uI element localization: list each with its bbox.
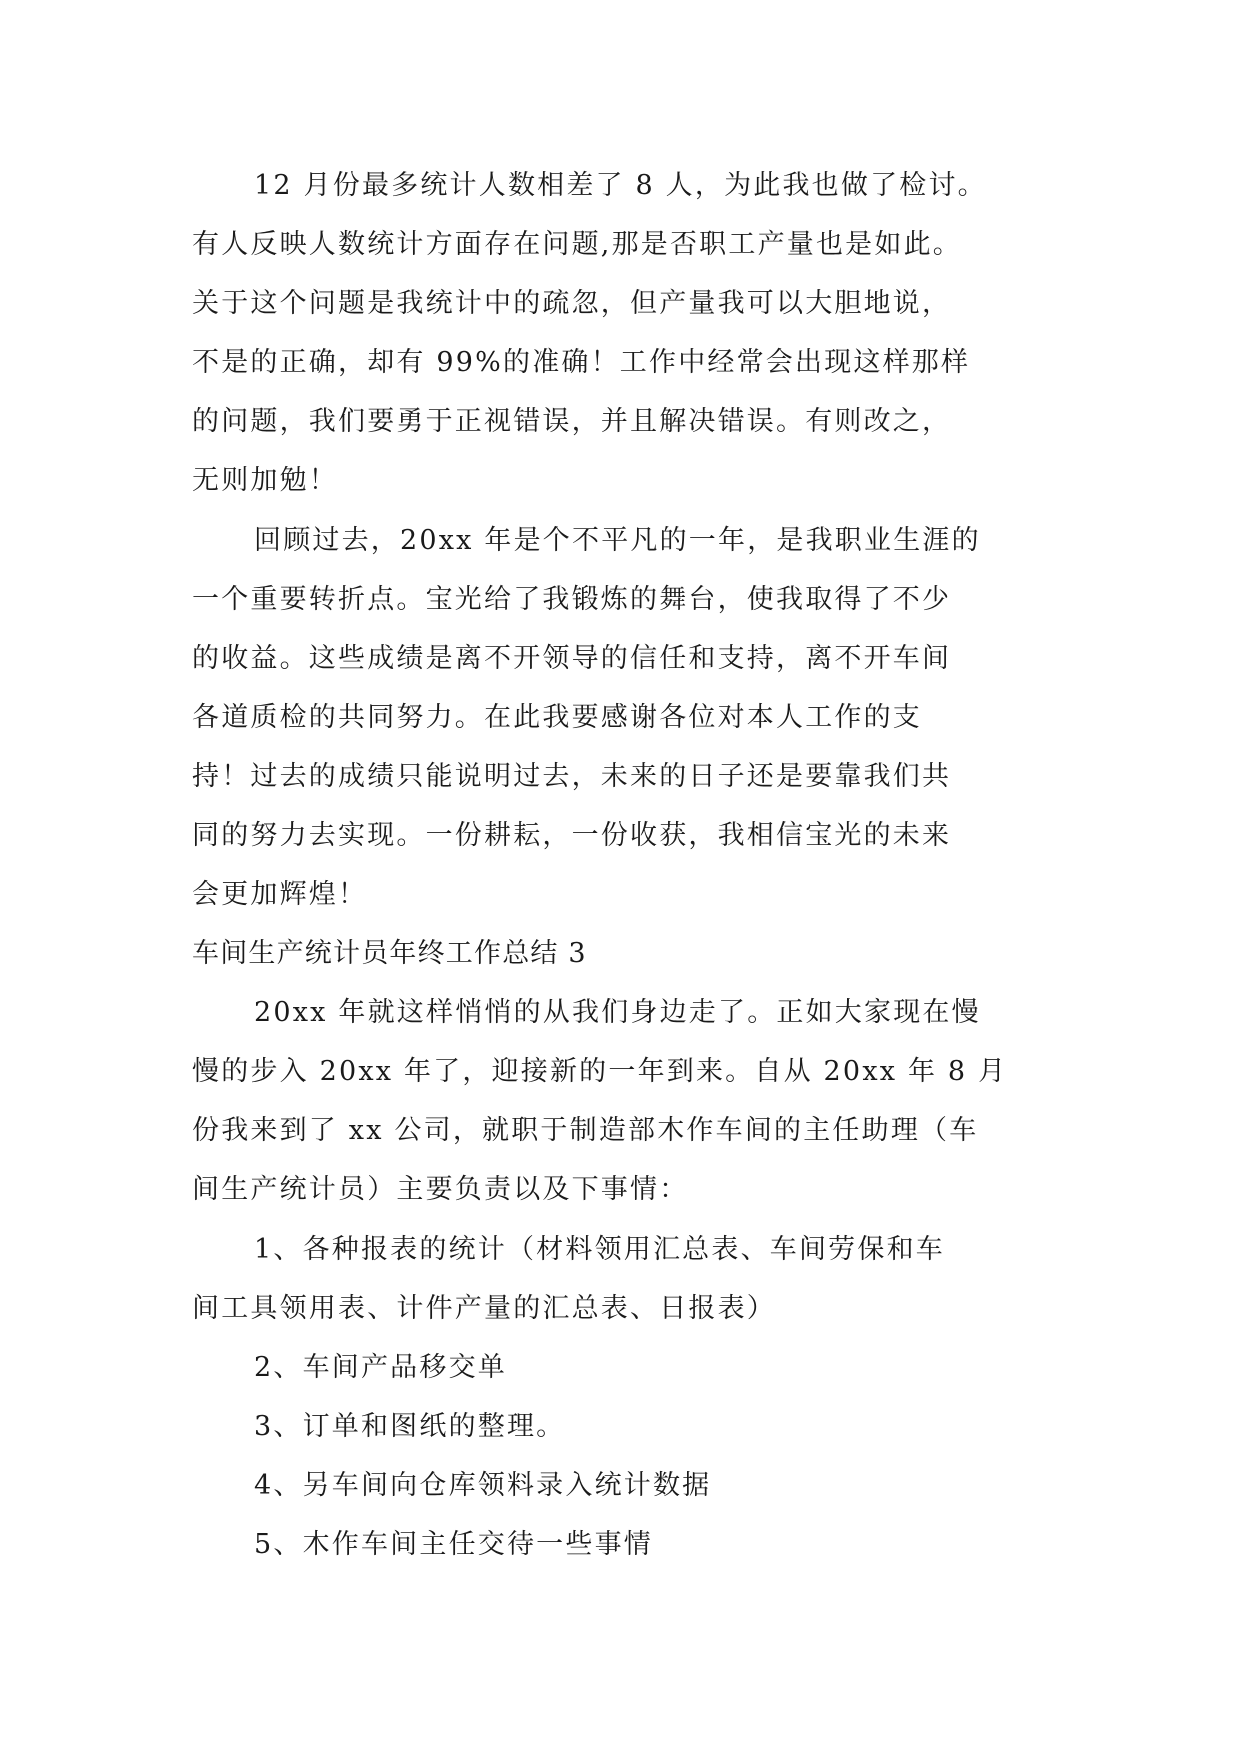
paragraph-line: 份我来到了 xx 公司，就职于制造部木作车间的主任助理（车: [192, 1115, 979, 1146]
paragraph-line: 20xx 年就这样悄悄的从我们身边走了。正如大家现在慢: [254, 997, 981, 1028]
paragraph-line: 不是的正确，却有 99%的准确！工作中经常会出现这样那样: [192, 347, 971, 378]
paragraph-line: 间生产统计员）主要负责以及下事情：: [192, 1174, 689, 1205]
section-title: 车间生产统计员年终工作总结 3: [192, 938, 587, 969]
paragraph-line: 有人反映人数统计方面存在问题,那是否职工产量也是如此。: [192, 229, 962, 260]
paragraph-line: 12 月份最多统计人数相差了 8 人，为此我也做了检讨。: [254, 170, 987, 201]
list-item: 2、车间产品移交单: [254, 1352, 507, 1383]
list-item-continuation: 间工具领用表、计件产量的汇总表、日报表）: [192, 1293, 776, 1324]
paragraph-line: 同的努力去实现。一份耕耘，一份收获，我相信宝光的未来: [192, 820, 952, 851]
list-item: 3、订单和图纸的整理。: [254, 1411, 566, 1442]
list-item: 1、各种报表的统计（材料领用汇总表、车间劳保和车: [254, 1234, 945, 1265]
paragraph-line: 回顾过去，20xx 年是个不平凡的一年，是我职业生涯的: [254, 525, 981, 556]
paragraph-line: 各道质检的共同努力。在此我要感谢各位对本人工作的支: [192, 702, 922, 733]
list-item: 5、木作车间主任交待一些事情: [254, 1529, 653, 1560]
paragraph-line: 无则加勉！: [192, 465, 338, 496]
paragraph-line: 一个重要转折点。宝光给了我锻炼的舞台，使我取得了不少: [192, 584, 952, 615]
paragraph-line: 的问题，我们要勇于正视错误，并且解决错误。有则改之，: [192, 406, 952, 437]
list-item: 4、另车间向仓库领料录入统计数据: [254, 1470, 712, 1501]
paragraph-line: 慢的步入 20xx 年了，迎接新的一年到来。自从 20xx 年 8 月: [192, 1056, 1008, 1087]
paragraph-line: 的收益。这些成绩是离不开领导的信任和支持，离不开车间: [192, 643, 952, 674]
paragraph-line: 关于这个问题是我统计中的疏忽，但产量我可以大胆地说，: [192, 288, 952, 319]
paragraph-line: 会更加辉煌！: [192, 879, 368, 910]
paragraph-line: 持！过去的成绩只能说明过去，未来的日子还是要靠我们共: [192, 761, 952, 792]
